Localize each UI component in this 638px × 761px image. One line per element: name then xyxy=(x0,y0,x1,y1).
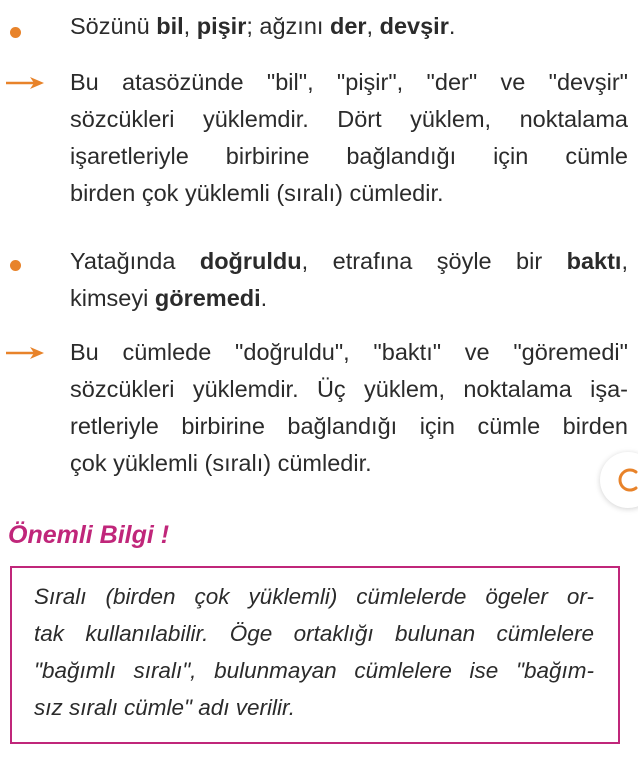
bold-run: devşir xyxy=(379,13,449,39)
text-line: işaretleriyle birbirine bağlandığı için cümle xyxy=(70,143,628,169)
text-run: . xyxy=(260,285,268,311)
orange-arrow-icon xyxy=(6,76,46,90)
text-run: . xyxy=(448,13,456,39)
text-line xyxy=(70,243,628,280)
text-run: kimseyi xyxy=(70,285,155,311)
bold-run: bil xyxy=(156,13,184,39)
text-line: retleriyle birbirine bağlandığı için cümle birden xyxy=(70,413,628,439)
text-line: sız sıralı cümle" adı verilir. xyxy=(34,695,295,720)
important-title: Önemli Bilgi ! xyxy=(8,521,170,549)
text-line: sözcükleri yüklemdir. Üç yüklem, noktalama işa- xyxy=(70,376,628,402)
bullet-text-1 xyxy=(70,8,628,45)
important-text xyxy=(34,578,594,726)
bullet-text-2 xyxy=(70,243,628,317)
text-line: çok yüklemli (sıralı) cümledir. xyxy=(70,450,372,476)
orange-arrow-icon xyxy=(6,346,46,360)
text-line: Sıralı (birden çok yüklemli) cümlelerde ögeler or- xyxy=(34,584,594,609)
bold-run: pişir xyxy=(196,13,247,39)
text-line: Bu cümlede "doğruldu", "baktı" ve "göremedi" xyxy=(70,339,628,365)
text-run: , xyxy=(183,13,197,39)
text-line: "bağımlı sıralı", bulunmayan cümlelere ise "bağım- xyxy=(34,658,594,683)
important-info-box xyxy=(10,566,620,744)
text-run: , xyxy=(366,13,380,39)
text-line xyxy=(70,8,628,45)
text-run: Sözünü xyxy=(70,13,157,39)
arrow-text-2 xyxy=(70,334,628,482)
bold-run: der xyxy=(329,13,367,39)
orange-dot-icon xyxy=(10,27,21,38)
bold-run: doğruldu xyxy=(199,248,302,274)
arc-glyph xyxy=(618,467,638,493)
text-line: Bu atasözünde "bil", "pişir", "der" ve "devşir" xyxy=(70,69,628,95)
orange-dot-icon xyxy=(10,260,21,271)
arrow-text-1 xyxy=(70,64,628,212)
text-line: birden çok yüklemli (sıralı) cümledir. xyxy=(70,180,444,206)
text-run: , xyxy=(621,248,628,274)
text-run: ; ağzını xyxy=(246,13,330,39)
text-line: tak kullanılabilir. Öge ortaklığı bulunan cümlelere xyxy=(34,621,594,646)
text-run: Yatağında xyxy=(70,248,200,274)
bold-run: baktı xyxy=(566,248,622,274)
bold-run: göremedi xyxy=(154,285,261,311)
text-line: sözcükleri yüklemdir. Dört yüklem, noktalama xyxy=(70,106,628,132)
text-line xyxy=(70,280,628,317)
text-run: , etrafına şöyle bir xyxy=(301,248,567,274)
